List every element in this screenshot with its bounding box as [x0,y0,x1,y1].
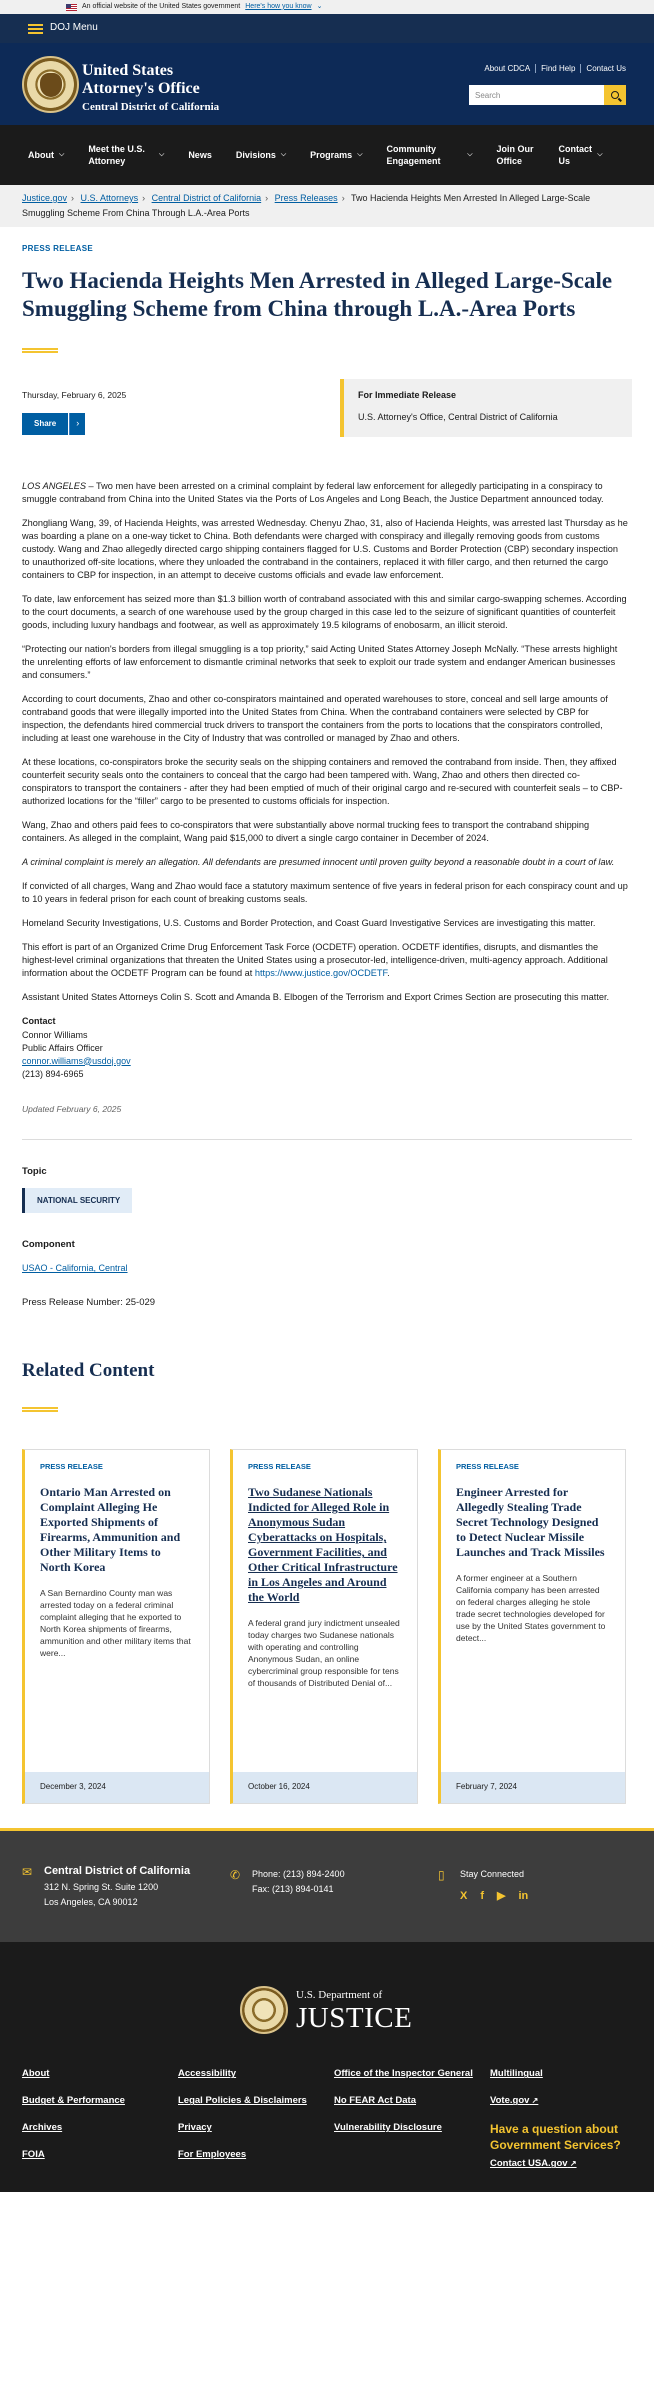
footer-link[interactable]: Office of the Inspector General [334,2068,473,2080]
nav-label: Join Our Office [496,144,534,166]
footer-col-2 [178,2067,334,2184]
related-content-heading: Related Content [22,1359,155,1381]
divider [22,1139,632,1140]
nav-join-our-office[interactable] [491,143,541,167]
divider [535,64,536,73]
article-meta [22,379,632,437]
share-button[interactable] [22,413,126,435]
about-cdca-link[interactable]: About CDCA [484,64,531,73]
office-title-line3: Central District of California [82,101,220,113]
breadcrumb-cdca[interactable]: Central District of California [151,193,262,203]
main-nav [0,125,654,185]
footer-link[interactable]: For Employees [178,2149,247,2161]
footer-link[interactable]: Vote.gov ↗ [490,2094,630,2107]
card-title[interactable]: Two Sudanese Nationals Indicted for Alleged Role in Anonymous Sudan Cyberattacks on Hospitals, Government Facilities, and Other Critical Infrastructure in Los Angeles and Around the World [248,1485,398,1605]
nav-label: Community Engagement [386,144,441,166]
paragraph: Zhongliang Wang, 39, of Hacienda Heights, was arrested Wednesday. Chenyu Zhao, 31, also of Hacienda Heights, was arrested last Thursday as he was boarding a plane on a one-way ticket to China. Both defendants were charged with conspiracy and illegally removing goods from customs custody. Wang and Zhao allegedly directed cargo shipping containers flagged for U.S. Customs and Border Protection (CBP) secondary inspection to unauthorized off-site locations, where they unloaded the contraband in the containers, replaced it with filler cargo, and then returned the cargo containers to CBP for inspection, in an attempt to deceive customs officials and evade law enforcement. [22,517,628,580]
footer-link[interactable]: No FEAR Act Data [334,2095,416,2107]
chevron-down-icon: ⌵ [467,151,473,158]
doj-seal-logo [240,1986,288,2034]
card-description: A federal grand jury indictment unsealed today charges two Sudanese nationals with operating and controlling Anonymous Sudan, an online cybercriminal group responsible for tens of thousands of Distributed Denial of... [248,1618,400,1689]
gov-banner [0,0,654,14]
footer-link[interactable]: Multilingual [490,2068,543,2080]
nav-news[interactable] [182,149,218,161]
breadcrumb-current: Two Hacienda Heights Men Arrested In Alleged Large-Scale Smuggling Scheme From China Through L.A.-Area Ports [22,193,591,218]
updated-date: Updated February 6, 2025 [22,1103,122,1114]
footer-phone-number[interactable]: Phone: (213) 894-2400 [252,1869,345,1880]
nav-label: Contact Us [558,144,592,166]
chevron-right-icon: › [69,413,85,435]
breadcrumb-justice-gov[interactable]: Justice.gov [22,193,68,203]
card-label: PRESS RELEASE [40,1462,103,1472]
linkedin-icon[interactable]: in [518,1890,529,1903]
related-decoration [22,1407,58,1412]
doj-logo[interactable] [240,1986,412,2034]
contact-title: Public Affairs Officer [22,1042,103,1053]
footer-link[interactable]: Privacy [178,2122,212,2134]
press-release-label: PRESS RELEASE [22,244,94,253]
press-release-number: Press Release Number: 25-029 [22,1297,156,1309]
doj-footer [0,1942,654,2192]
footer-address-line2: Los Angeles, CA 90012 [44,1897,138,1908]
card-description: A former engineer at a Southern California company has been arrested on federal charges alleging he stole trade secret technologies developed for use by the United States government to detect... [456,1573,606,1644]
chevron-down-icon: ⌵ [280,151,287,158]
footer-link[interactable]: Archives [22,2122,63,2134]
nav-contact-us[interactable] [553,143,609,167]
contact-heading: Contact [22,1015,56,1026]
services-question: Have a question about Government Services? [490,2122,621,2153]
breadcrumb-us-attorneys[interactable]: U.S. Attorneys [80,193,139,203]
nav-label: Divisions [235,150,276,160]
nav-label: About [28,150,54,160]
footer-links [22,2067,630,2184]
release-office: U.S. Attorney's Office, Central District of California [358,411,558,422]
page-title: Two Hacienda Heights Men Arrested in Alleged Large-Scale Smuggling Scheme from China through L.A.-Area Ports [22,267,613,321]
card-date: February 7, 2024 [441,1772,625,1803]
office-header [0,43,654,125]
breadcrumb-separator: › [341,193,345,203]
related-card[interactable] [22,1449,210,1804]
main-content [0,243,654,1804]
nav-label: Meet the U.S. Attorney [88,144,145,166]
breadcrumb-press-releases[interactable]: Press Releases [274,193,338,203]
footer-link[interactable]: Vulnerability Disclosure [334,2122,442,2134]
nav-programs[interactable] [304,149,368,161]
office-title-line2: Attorney's Office [82,80,200,97]
paragraph-text: – Two men have been arrested on a criminal complaint by federal law enforcement for allegedly participating in a conspiracy to smuggle contraband from China into the United States via the Ports of Los Angeles and Long Beach, the Justice Department announced today. [22,480,604,504]
social-links [460,1889,528,1905]
paragraph [22,941,628,980]
paragraph: At these locations, co-conspirators broke the security seals on the shipping containers and removed the contraband from inside. Then, they affixed counterfeit security seals onto the containers to conceal that the cargo had been tampered with. Wang, Zhao and others then directed co-conspirators to transport the containers - after they had been emptied of much of their original cargo and re-secured with counterfeit seals – to CBP-authorized locations for the “filler” cargo to be presented to customs officials for inspection. [22,756,623,806]
phone-icon: ✆ [230,1868,241,1883]
footer-address-line1: 312 N. Spring St. Suite 1200 [44,1882,159,1893]
footer-link[interactable]: Legal Policies & Disclaimers [178,2095,307,2107]
paragraph: According to court documents, Zhao and other co-conspirators maintained and operated warehouses to store, conceal and sell large amounts of contraband goods that were illegally imported into the United States from China. When the contraband containers were selected by CBP for inspection, the defendants hired commercial truck drivers to transport the containers from the ports to locations that the conspirators controlled, including at least one warehouse in the City of Industry that was controlled or managed by Zhao and others. [22,693,608,743]
paragraph-text: . [387,967,390,978]
dateline: LOS ANGELES [22,480,86,491]
doj-menu-bar [0,14,654,43]
nav-community-engagement[interactable] [381,143,479,167]
paragraph: If convicted of all charges, Wang and Zhao would face a statutory maximum sentence of five years in federal prison for each conspiracy count and up to 10 years in federal prison for each count of breaking customs seals. [22,880,628,904]
mobile-icon: ▯ [438,1868,445,1883]
paragraph-text: This effort is part of an Organized Crime Drug Enforcement Task Force (OCDETF) operation. OCDETF identifies, disrupts, and dismantles the highest-level criminal organizations that threaten the United States using a prosecutor-led, intelligence-driven, multi-agency approach. Additional information about the OCDETF Program can be found at [22,941,608,978]
footer-col-3 [334,2067,490,2184]
paragraph: Assistant United States Attorneys Colin S. Scott and Amanda B. Elbogen of the Terrorism and Export Crimes Section are prosecuting this matter. [22,991,610,1002]
breadcrumb-separator: › [265,193,269,203]
card-description: A San Bernardino County man was arrested today on a federal criminal complaint alleging that he exported to North Korea shipments of firearms, ammunition and other military items that were... [40,1588,191,1659]
nav-label: News [188,150,212,160]
office-title[interactable] [82,62,219,116]
paragraph: A criminal complaint is merely an allegation. All defendants are presumed innocent until proven guilty beyond a reasonable doubt in a court of law. [22,856,615,867]
doj-logo-small: U.S. Department of [296,1989,383,2002]
breadcrumb [0,185,654,227]
footer-link[interactable]: Accessibility [178,2068,237,2080]
paragraph: “Protecting our nation's borders from illegal smuggling is a top priority,” said Acting United States Attorney Joseph McNally. “These arrests highlight the unrelenting efforts of law enforcement to dismantle criminal networks that seek to exploit our trade system and endanger American businesses and consumers.” [22,643,618,680]
contact-name: Connor Williams [22,1029,88,1040]
search-icon [611,91,619,99]
hamburger-icon[interactable] [28,24,43,34]
card-label: PRESS RELEASE [456,1462,519,1472]
contact-phone: (213) 894-6965 [22,1068,84,1079]
contact-us-link[interactable]: Contact Us [586,64,626,73]
search-form [469,85,626,105]
envelope-icon: ✉ [22,1865,33,1880]
footer-link[interactable]: About [22,2068,50,2080]
contact-block [22,1015,632,1081]
nav-about[interactable] [22,149,70,161]
heres-how-link[interactable]: Here's how you know [245,2,312,10]
paragraph: Wang, Zhao and others paid fees to co-conspirators that were substantially above normal trucking fees to transport the contraband shipping containers. As alleged in the complaint, Wang paid $15,000 to divert a single cargo container in December of 2024. [22,819,590,843]
breadcrumb-separator: › [142,193,146,203]
search-button[interactable] [604,85,626,105]
related-card[interactable] [230,1449,418,1804]
stay-connected-label: Stay Connected [460,1869,525,1880]
find-help-link[interactable]: Find Help [541,64,576,73]
breadcrumb-separator: › [71,193,75,203]
x-icon[interactable]: X [460,1890,468,1903]
topic-tag[interactable]: NATIONAL SECURITY [22,1188,132,1214]
us-flag-icon [66,4,77,11]
release-box [340,379,632,437]
doj-logo-big: JUSTICE [296,2002,413,2035]
office-title-line1: United States [82,62,174,79]
utility-links [484,63,626,75]
contact-email-link[interactable]: connor.williams@usdoj.gov [22,1055,131,1066]
chevron-down-icon: ⌵ [159,151,165,158]
footer-link[interactable]: Budget & Performance [22,2095,125,2107]
related-cards [22,1449,632,1804]
article-body [22,480,628,1004]
paragraph: Homeland Security Investigations, U.S. Customs and Border Protection, and Coast Guard Investigative Services are investigating this matter. [22,917,596,928]
nav-divisions[interactable] [230,149,292,161]
office-seal-logo[interactable] [22,56,79,113]
youtube-icon[interactable]: ▶ [497,1890,506,1903]
chevron-down-icon: ⌵ [357,151,363,158]
contact-usa-link[interactable]: Contact USA.gov ↗ [490,2157,630,2170]
footer-phone [230,1867,345,1897]
nav-label: Programs [310,150,353,160]
footer-fax-number: Fax: (213) 894-0141 [252,1884,334,1895]
paragraph: To date, law enforcement has seized more than $1.3 billion worth of contraband associated with this and similar cargo-swapping schemes. According to the court documents, a search of one warehouse used by the group charged in this case led to the seizure of significant quantities of counterfeit goods, including luxury handbags and footwear, as well as approximately 19.5 kilograms of enobosarm, an illicit steroid. [22,593,627,630]
footer-col-4 [490,2067,630,2184]
ocdetf-link[interactable]: https://www.justice.gov/OCDETF [254,967,388,978]
divider [580,64,581,73]
share-label: Share [22,413,68,435]
paragraph [22,480,628,506]
title-decoration [22,348,58,353]
chevron-down-icon: ⌵ [59,151,65,158]
footer-col-1 [22,2067,178,2184]
search-input[interactable]: Search [469,85,604,105]
chevron-down-icon: ⌄ [316,2,323,10]
card-date: December 3, 2024 [25,1772,209,1803]
office-footer [0,1828,654,1942]
card-title[interactable]: Engineer Arrested for Allegedly Stealing Trade Secret Technology Designed to Detect Nuclear Missile Launches and Track Missiles [456,1485,605,1560]
article-date: Thursday, February 6, 2025 [22,389,127,400]
gov-banner-text: An official website of the United States government [82,2,241,10]
facebook-icon[interactable]: f [480,1890,485,1903]
component-link[interactable]: USAO - California, Central [22,1263,128,1274]
footer-office-name: Central District of California [44,1865,191,1878]
card-label: PRESS RELEASE [248,1462,311,1472]
doj-menu-button[interactable]: DOJ Menu [50,22,98,34]
related-card[interactable] [438,1449,626,1804]
chevron-down-icon: ⌵ [597,151,603,158]
release-title: For Immediate Release [358,389,457,400]
topic-heading: Topic [22,1165,47,1177]
footer-social [438,1867,528,1905]
footer-address [22,1864,190,1910]
component-heading: Component [22,1239,75,1251]
footer-link[interactable]: FOIA [22,2149,45,2161]
card-title[interactable]: Ontario Man Arrested on Complaint Alleging He Exported Shipments of Firearms, Ammunition and Other Military Items to North Korea [40,1485,181,1575]
nav-meet-us-attorney[interactable] [82,143,170,167]
card-date: October 16, 2024 [233,1772,417,1803]
